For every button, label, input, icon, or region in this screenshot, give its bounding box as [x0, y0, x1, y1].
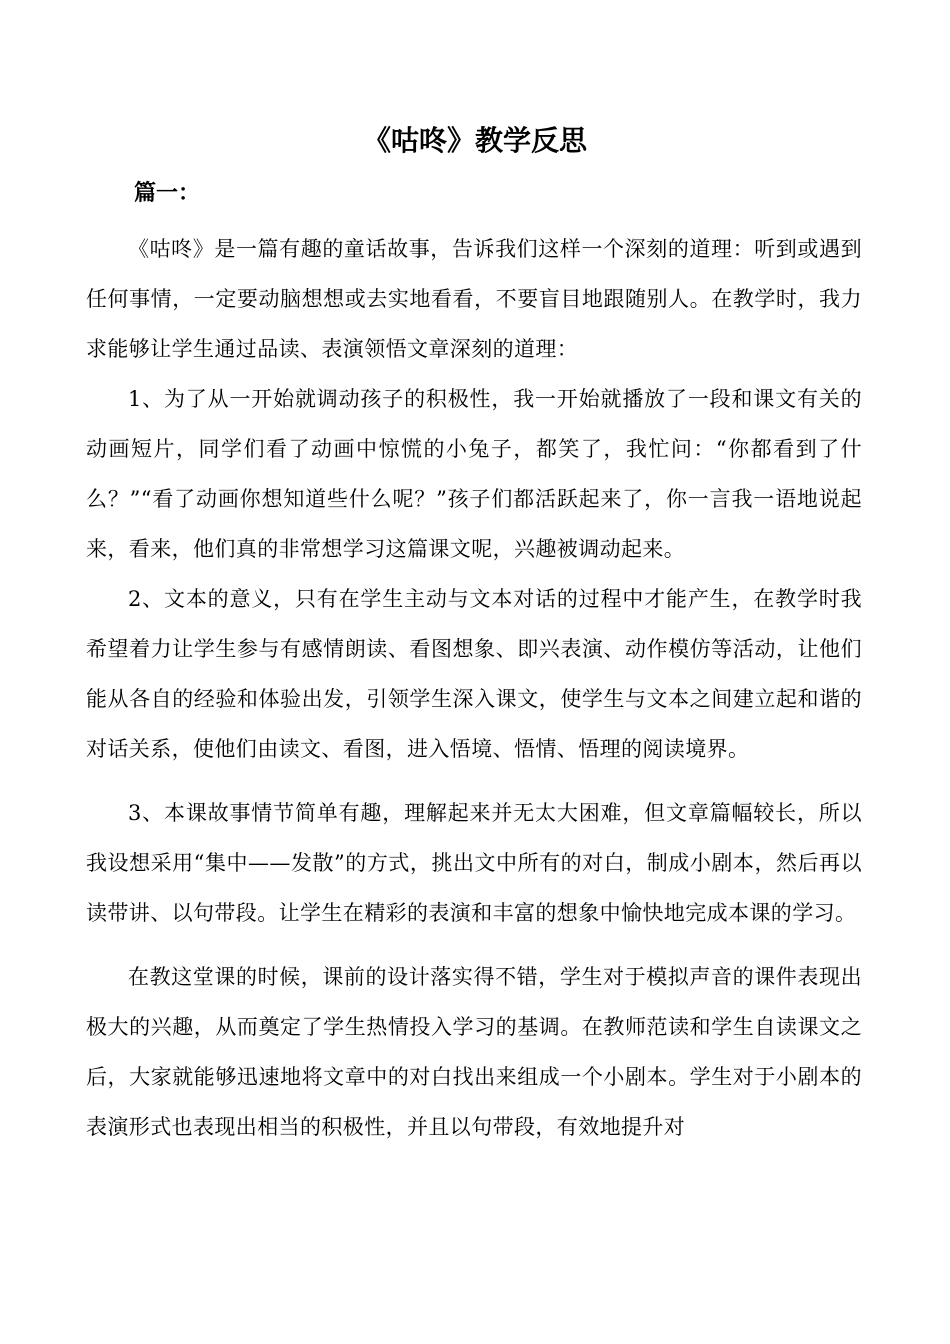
- paragraph-intro: 《咕咚》是一篇有趣的童话故事，告诉我们这样一个深刻的道理：听到或遇到任何事情，一定要动脑想想或去实地看看，不要盲目地跟随别人。在教学时，我力求能够让学生通过品读、表演领悟文章深刻的道理：: [86, 237, 862, 361]
- paragraph-point-2: 2、文本的意义，只有在学生主动与文本对话的过程中才能产生，在教学时我希望着力让学生参与有感情朗读、看图想象、即兴表演、动作模仿等活动，让他们能从各自的经验和体验出发，引领学生深入课文，使学生与文本之间建立起和谐的对话关系，使他们由读文、看图，进入悟境、悟情、悟理的阅读境界。: [86, 587, 862, 761]
- section-heading: 篇一：: [134, 180, 201, 206]
- paragraph-point-1: 1、为了从一开始就调动孩子的积极性，我一开始就播放了一段和课文有关的动画短片，同学们看了动画中惊慌的小兔子，都笑了，我忙问：“你都看到了什么？”“看了动画你想知道些什么呢？”孩子们都活跃起来了，你一言我一语地说起来，看来，他们真的非常想学习这篇课文呢，兴趣被调动起来。: [86, 387, 862, 561]
- page-title: 《咕咚》教学反思: [362, 124, 587, 157]
- paragraph-reflection: 在教这堂课的时候，课前的设计落实得不错，学生对于模拟声音的课件表现出极大的兴趣，从而奠定了学生热情投入学习的基调。在教师范读和学生自读课文之后，大家就能够迅速地将文章中的对白找出来组成一个小剧本。学生对于小剧本的表演形式也表现出相当的积极性，并且以句带段，有效地提升对: [86, 965, 862, 1139]
- document-body: [86, 224, 862, 1152]
- paragraph-point-3: 3、本课故事情节简单有趣，理解起来并无太大困难，但文章篇幅较长，所以我设想采用“集中——发散”的方式，挑出文中所有的对白，制成小剧本，然后再以读带讲、以句带段。让学生在精彩的表演和丰富的想象中愉快地完成本课的学习。: [86, 801, 862, 925]
